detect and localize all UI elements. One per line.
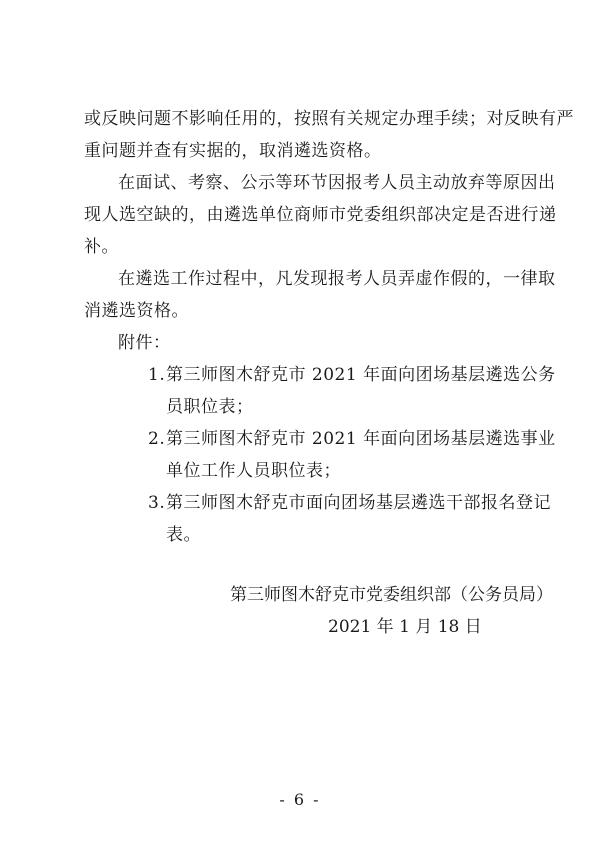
page-number: - 6 - bbox=[279, 790, 321, 809]
attachment-number: 2. bbox=[148, 429, 166, 449]
paragraph-3-line-1: 在遴选工作过程中，凡发现报考人员弄虚作假的，一律取 bbox=[118, 269, 556, 289]
attachments-label: 附件： bbox=[118, 333, 171, 353]
attachment-item-1 bbox=[148, 364, 556, 386]
paragraph-3-line-2: 消遴选资格。 bbox=[84, 301, 189, 321]
attachment-item-2 bbox=[148, 428, 556, 450]
attachment-item-3 bbox=[148, 492, 551, 514]
attachment-item-3-continued: 表。 bbox=[166, 525, 201, 545]
attachment-number: 3. bbox=[148, 493, 166, 513]
attachment-item-2-continued: 单位工作人员职位表； bbox=[166, 461, 341, 481]
paragraph-1-line-1: 或反映问题不影响任用的，按照有关规定办理手续；对反映有严 bbox=[84, 109, 574, 129]
attachment-item-1-continued: 员职位表； bbox=[166, 397, 254, 417]
attachment-title: 第三师图木舒克市面向团场基层遴选干部报名登记 bbox=[166, 493, 551, 513]
attachment-number: 1. bbox=[148, 365, 166, 385]
paragraph-2-line-2: 现人选空缺的，由遴选单位商师市党委组织部决定是否进行递 bbox=[84, 205, 557, 225]
signature-organization: 第三师图木舒克市党委组织部（公务员局） bbox=[230, 585, 553, 605]
attachment-title: 第三师图木舒克市 2021 年面向团场基层遴选公务 bbox=[166, 365, 556, 385]
paragraph-1-line-2: 重问题并查有实据的，取消遴选资格。 bbox=[84, 141, 382, 161]
paragraph-2-line-1: 在面试、考察、公示等环节因报考人员主动放弃等原因出 bbox=[118, 173, 556, 193]
paragraph-2-line-3: 补。 bbox=[84, 237, 119, 257]
attachment-title: 第三师图木舒克市 2021 年面向团场基层遴选事业 bbox=[166, 429, 556, 449]
signature-date: 2021 年 1 月 18 日 bbox=[328, 617, 482, 637]
